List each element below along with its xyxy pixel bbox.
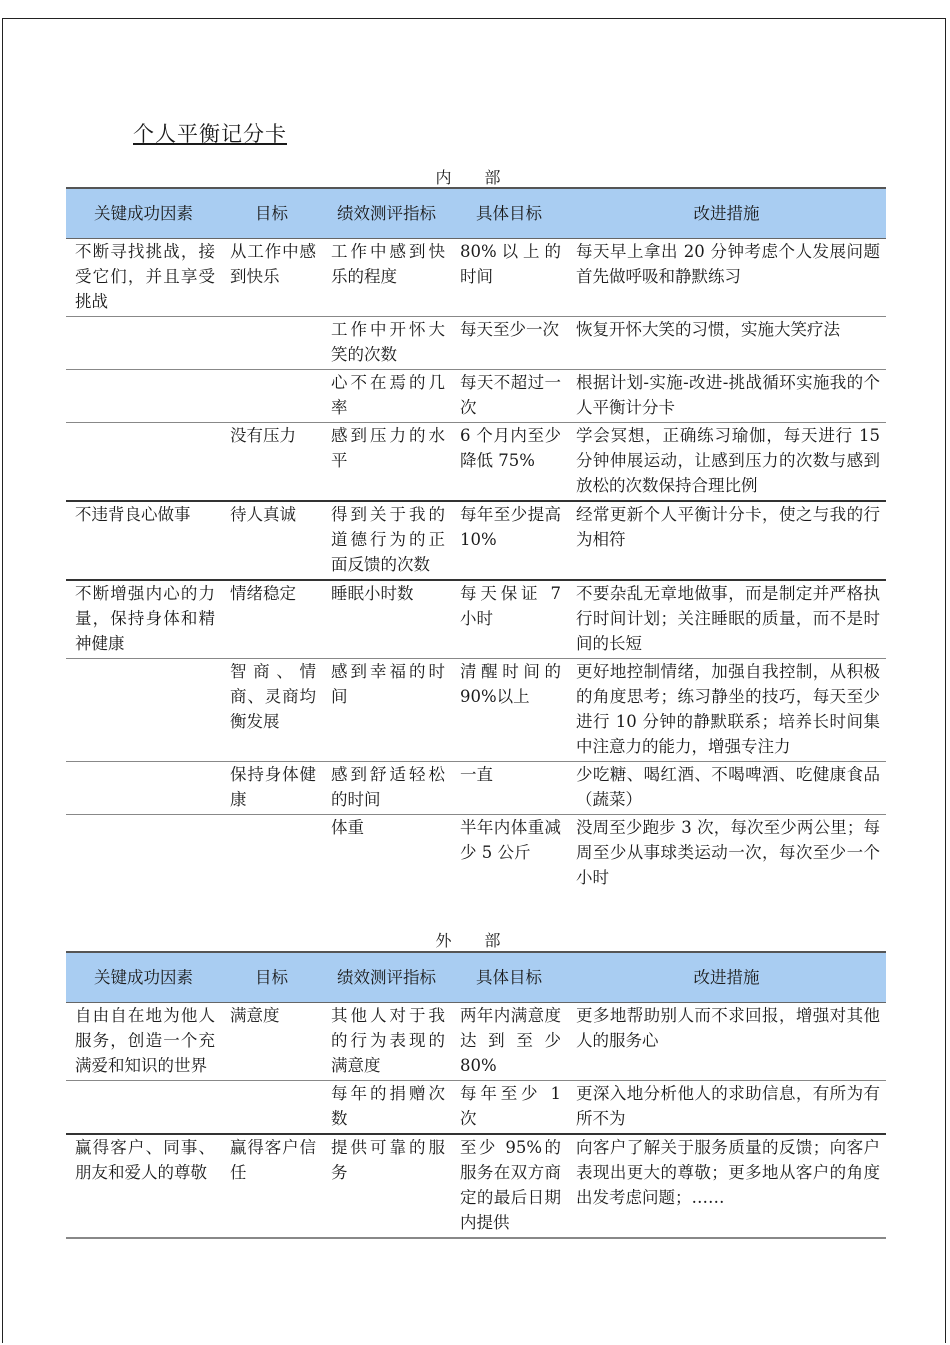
cell-metric: 体重 bbox=[331, 817, 364, 837]
table-row bbox=[66, 369, 886, 422]
section-label-internal: 内 部 bbox=[435, 168, 515, 187]
cell-goal: 满意度 bbox=[221, 1002, 322, 1080]
cell-metric: 感到压力的水平 bbox=[322, 422, 451, 501]
table-row bbox=[66, 761, 886, 814]
cell-target: 每年至少 1 次 bbox=[451, 1080, 567, 1134]
cell-metric: 每年的捐赠次数 bbox=[322, 1080, 451, 1134]
cell-goal bbox=[221, 1080, 322, 1134]
table-row bbox=[66, 501, 886, 580]
cell-metric: 其他人对于我的行为表现的满意度 bbox=[322, 1002, 451, 1080]
cell-metric: 睡眠小时数 bbox=[322, 580, 451, 659]
cell-goal bbox=[221, 316, 322, 369]
cell-metric: 得到关于我的道德行为的正面反馈的次数 bbox=[322, 501, 451, 580]
cell-improvement: 不要杂乱无章地做事，而是制定并严格执行时间计划；关注睡眠的质量，而不是时间的长短 bbox=[567, 580, 886, 659]
cell-improvement: 更好地控制情绪，加强自我控制，从积极的角度思考；练习静坐的技巧，每天至少进行 10 分钟的静默联系；培养长时间集中注意力的能力，增强专注力 bbox=[567, 658, 886, 761]
table-row bbox=[66, 1080, 886, 1134]
header-key-success-factor: 关键成功因素 bbox=[66, 952, 221, 1002]
cell-improvement: 更深入地分析他人的求助信息，有所为有所不为 bbox=[567, 1080, 886, 1134]
cell-metric: 工作中开怀大笑的次数 bbox=[322, 316, 451, 369]
header-goal: 目标 bbox=[221, 952, 322, 1002]
cell-target: 每年至少提高 10% bbox=[451, 501, 567, 580]
header-improvement: 改进措施 bbox=[567, 188, 886, 238]
cell-metric: 感到幸福的时间 bbox=[322, 658, 451, 761]
cell-target: 两年内满意度达到至少 80% bbox=[451, 1002, 567, 1080]
header-target: 具体目标 bbox=[451, 188, 567, 238]
header-improvement: 改进措施 bbox=[567, 952, 886, 1002]
cell-improvement: 经常更新个人平衡计分卡，使之与我的行为相符 bbox=[567, 501, 886, 580]
cell-factor bbox=[66, 1080, 221, 1134]
cell-factor: 不断增强内心的力量，保持身体和精神健康 bbox=[66, 580, 221, 659]
cell-target: 每天至少一次 bbox=[451, 316, 567, 369]
cell-improvement: 每天早上拿出 20 分钟考虑个人发展问题首先做呼吸和静默练习 bbox=[567, 238, 886, 316]
document-title: 个人平衡记分卡 bbox=[133, 122, 287, 146]
cell-goal: 智商、情商、灵商均衡发展 bbox=[221, 658, 322, 761]
cell-target: 每天不超过一次 bbox=[451, 369, 567, 422]
cell-factor bbox=[66, 814, 221, 892]
table-header-row bbox=[66, 952, 886, 1002]
cell-factor bbox=[66, 369, 221, 422]
table-row bbox=[66, 422, 886, 501]
cell-target: 清醒时间的 90%以上 bbox=[451, 658, 567, 761]
cell-goal: 保持身体健康 bbox=[221, 761, 322, 814]
cell-improvement: 更多地帮助别人而不求回报，增强对其他人的服务心 bbox=[567, 1002, 886, 1080]
table-row bbox=[66, 580, 886, 659]
cell-target: 半年内体重减少 5 公斤 bbox=[460, 817, 561, 862]
header-target: 具体目标 bbox=[451, 952, 567, 1002]
cell-improvement: 少吃糖、喝红酒、不喝啤酒、吃健康食品（蔬菜） bbox=[567, 761, 886, 814]
header-key-success-factor: 关键成功因素 bbox=[66, 188, 221, 238]
cell-goal: 没有压力 bbox=[221, 422, 322, 501]
cell-target: 至少 95%的服务在双方商定的最后日期内提供 bbox=[451, 1134, 567, 1238]
table-row bbox=[66, 1134, 886, 1238]
cell-improvement: 恢复开怀大笑的习惯，实施大笑疗法 bbox=[567, 316, 886, 369]
cell-metric: 感到舒适轻松的时间 bbox=[322, 761, 451, 814]
cell-factor: 不断寻找挑战，接受它们，并且享受挑战 bbox=[66, 238, 221, 316]
internal-scorecard-table bbox=[66, 187, 886, 892]
table-row bbox=[66, 1002, 886, 1080]
cell-factor bbox=[66, 316, 221, 369]
cell-target: 每天保证 7 小时 bbox=[451, 580, 567, 659]
table-row bbox=[66, 658, 886, 761]
cell-improvement: 没周至少跑步 3 次，每次至少两公里；每周至少从事球类运动一次，每次至少一个小时 bbox=[576, 817, 880, 887]
table-header-row bbox=[66, 188, 886, 238]
cell-metric: 工作中感到快乐的程度 bbox=[322, 238, 451, 316]
cell-goal: 情绪稳定 bbox=[221, 580, 322, 659]
external-scorecard-table bbox=[66, 951, 886, 1239]
cell-target: 一直 bbox=[451, 761, 567, 814]
cell-factor: 赢得客户、同事、朋友和爱人的尊敬 bbox=[66, 1134, 221, 1238]
cell-metric: 心不在焉的几率 bbox=[322, 369, 451, 422]
cell-factor bbox=[66, 658, 221, 761]
table-row bbox=[66, 238, 886, 316]
cell-improvement: 根据计划-实施-改进-挑战循环实施我的个人平衡计分卡 bbox=[567, 369, 886, 422]
cell-goal: 赢得客户信任 bbox=[221, 1134, 322, 1238]
cell-factor bbox=[66, 422, 221, 501]
cell-target: 80%以上的时间 bbox=[451, 238, 567, 316]
cell-goal bbox=[221, 814, 322, 892]
cell-target: 6 个月内至少降低 75% bbox=[451, 422, 567, 501]
cell-improvement: 学会冥想，正确练习瑜伽，每天进行 15 分钟伸展运动，让感到压力的次数与感到放松的次数保持合理比例 bbox=[567, 422, 886, 501]
header-metric: 绩效测评指标 bbox=[322, 952, 451, 1002]
cell-improvement: 向客户了解关于服务质量的反馈；向客户表现出更大的尊敬；更多地从客户的角度出发考虑问题；…… bbox=[567, 1134, 886, 1238]
section-label-external: 外 部 bbox=[435, 931, 515, 950]
table-row bbox=[66, 316, 886, 369]
header-metric: 绩效测评指标 bbox=[322, 188, 451, 238]
cell-goal: 待人真诚 bbox=[221, 501, 322, 580]
table-row bbox=[66, 814, 886, 892]
cell-factor bbox=[66, 761, 221, 814]
cell-goal: 从工作中感到快乐 bbox=[221, 238, 322, 316]
cell-factor: 不违背良心做事 bbox=[66, 501, 221, 580]
header-goal: 目标 bbox=[221, 188, 322, 238]
cell-metric: 提供可靠的服务 bbox=[322, 1134, 451, 1238]
cell-factor: 自由自在地为他人服务，创造一个充满爱和知识的世界 bbox=[66, 1002, 221, 1080]
cell-goal bbox=[221, 369, 322, 422]
